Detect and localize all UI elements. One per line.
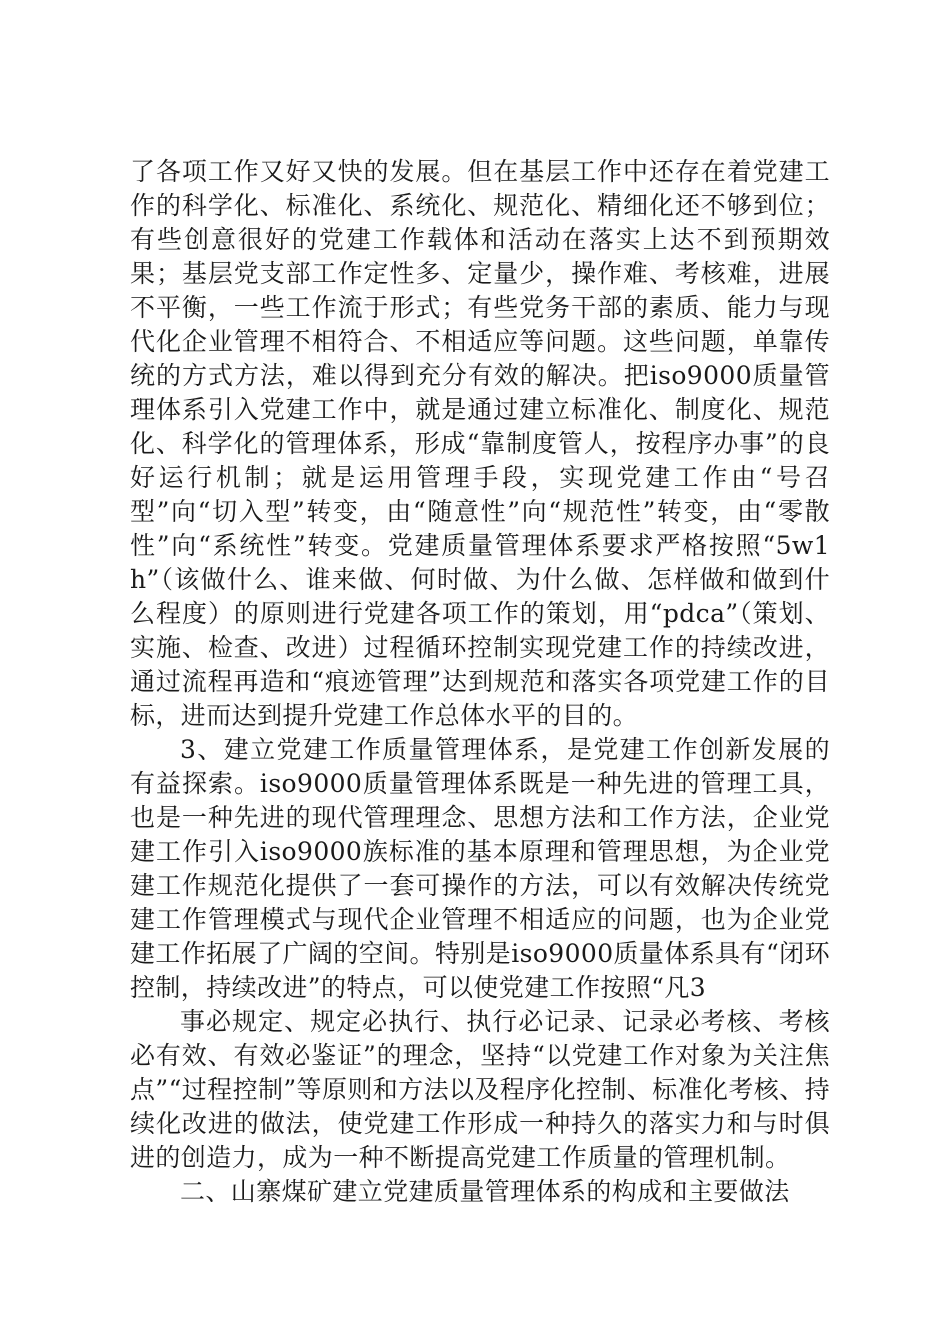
paragraph-continuation: 了各项工作又好又快的发展。但在基层工作中还存在着党建工作的科学化、标准化、系统化、规范化、精细化还不够到位；有些创意很好的党建工作载体和活动在落实上达不到预期效果；基层党支部工作定性多、定量少，操作难、考核难，进展不平衡，一些工作流于形式；有些党务干部的素质、能力与现代化企业管理不相符合、不相适应等问题。这些问题，单靠传统的方式方法，难以得到充分有效的解决。把iso9000质量管理体系引入党建工作中，就是通过建立标准化、制度化、规范化、科学化的管理体系，形成“靠制度管人，按程序办事”的良好运行机制；就是运用管理手段，实现党建工作由“号召型”向“切入型”转变，由“随意性”向“规范性”转变，由“零散性”向“系统性”转变。党建质量管理体系要求严格按照“5w1h”（该做什么、谁来做、何时做、为什么做、怎样做和做到什么程度）的原则进行党建各项工作的策划，用“pdca”（策划、实施、检查、改进）过程循环控制实现党建工作的持续改进，通过流程再造和“痕迹管理”达到规范和落实各项党建工作的目标，进而达到提升党建工作总体水平的目的。 [130, 157, 830, 730]
paragraph-point-3-continued: 事必规定、规定必执行、执行必记录、记录必考核、考核必有效、有效必鉴证”的理念，坚持“以党建工作对象为关注焦点”“过程控制”等原则和方法以及程序化控制、标准化考核、持续化改进的做法，使党建工作形成一种持久的落实力和与时俱进的创造力，成为一种不断提高党建工作质量的管理机制。 [130, 1007, 830, 1172]
section-heading-two: 二、山寨煤矿建立党建质量管理体系的构成和主要做法 [180, 1177, 790, 1206]
document-body [130, 155, 830, 1209]
paragraph-point-3: 3、建立党建工作质量管理体系，是党建工作创新发展的有益探索。iso9000质量管理体系既是一种先进的管理工具，也是一种先进的现代管理理念、思想方法和工作方法，企业党建工作引入iso9000族标准的基本原理和管理思想，为企业党建工作规范化提供了一套可操作的方法，可以有效解决传统党建工作管理模式与现代企业管理不相适应的问题，也为企业党建工作拓展了广阔的空间。特别是iso9000质量体系具有“闭环控制，持续改进”的特点，可以使党建工作按照“凡3 [130, 735, 830, 1002]
